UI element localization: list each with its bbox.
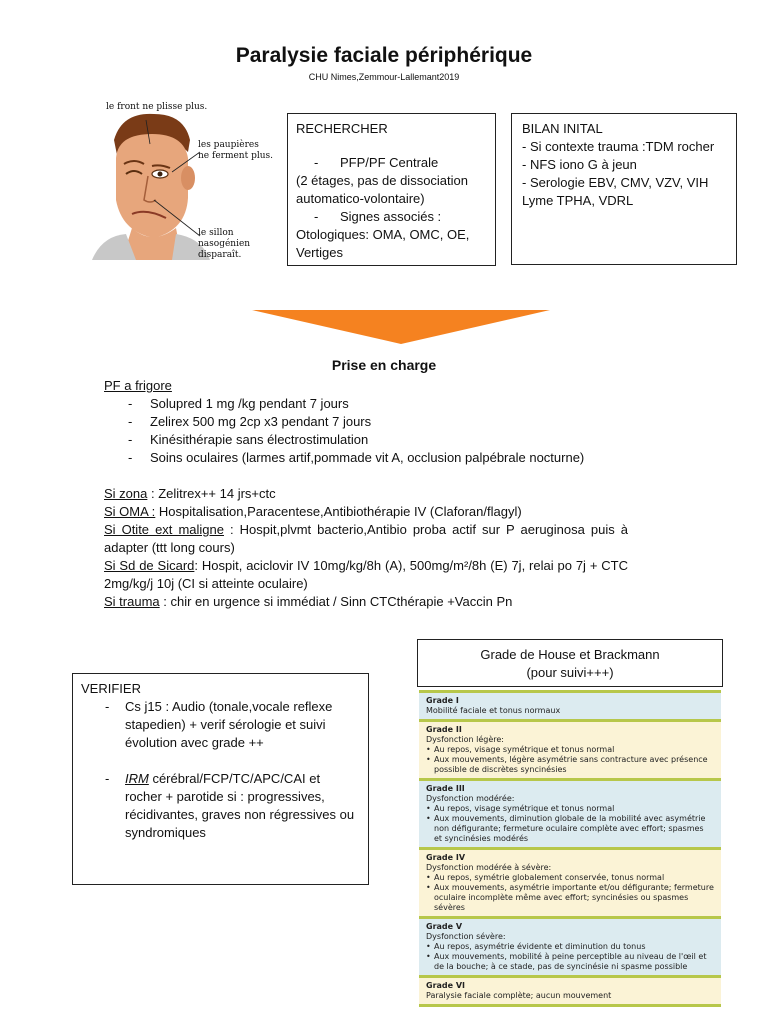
treatment-item: - Kinésithérapie sans électrostimulation <box>104 431 628 449</box>
grade-bullet: • Au repos, asymétrie évidente et diminution du tonus <box>426 942 714 952</box>
bilan-item-3 <box>522 174 726 210</box>
grade-line: Dysfonction modérée: <box>426 794 515 803</box>
label-sillon <box>198 228 282 261</box>
label-paupieres-line1: les paupières <box>198 140 259 150</box>
grade-name: Grade IV <box>426 853 466 862</box>
verifier-item-1: - Cs j15 : Audio (tonale,vocale reflexe stapedien) + verif sérologie et suivi évolution avec grade ++ <box>81 698 360 752</box>
trauma-label: Si trauma <box>104 594 160 609</box>
verifier-item-2 <box>81 770 360 842</box>
face-illustration <box>92 100 282 260</box>
treatment-item: - Zelirex 500 mg 2cp x3 pendant 7 jours <box>104 413 628 431</box>
prise-en-charge-title: Prise en charge <box>331 357 437 373</box>
zona-label: Si zona <box>104 486 148 501</box>
grade-name: Grade VI <box>426 981 466 990</box>
grade-table <box>419 690 721 1007</box>
bilan-title: BILAN INITAL <box>522 121 603 136</box>
oma-text: Hospitalisation,Paracentese,Antibiothérapie IV (Claforan/flagyl) <box>155 504 522 519</box>
zona-text: : Zelitrex++ 14 jrs+ctc <box>147 486 276 501</box>
grade-name: Grade III <box>426 784 465 793</box>
sicard-label: Si Sd de Sicard <box>104 558 195 573</box>
grade-bullet: • Aux mouvements, légère asymétrie sans contracture avec présence possible de discrètes syncinésies <box>426 755 714 775</box>
treatment-item: - Soins oculaires (larmes artif,pommade vit A, occlusion palpébrale nocturne) <box>104 449 628 467</box>
otite-line <box>104 521 628 557</box>
rechercher-title: RECHERCHER <box>296 121 388 136</box>
sicard-line <box>104 557 628 593</box>
grade-line: Paralysie faciale complète; aucun mouvement <box>426 991 612 1000</box>
rechercher-item-1-detail: (2 étages, pas de dissociation automatico-volontaire) <box>296 173 468 206</box>
zona-line <box>104 485 628 503</box>
rechercher-box <box>287 113 496 266</box>
oma-label: Si OMA : <box>104 504 156 519</box>
grade-line: Dysfonction légère: <box>426 735 504 744</box>
grade-line: Mobilité faciale et tonus normaux <box>426 706 561 715</box>
grade-bullet: • Aux mouvements, diminution globale de la mobilité avec asymétrie non défigurante; fermeture oculaire complète avec effort; spasmes et syncinésies modérés <box>426 814 714 844</box>
grade-row <box>419 690 721 719</box>
label-paupieres-line2: ne ferment plus. <box>198 151 273 161</box>
verifier-item-2-text: cérébral/FCP/TC/APC/CAI et rocher + parotide si : progressives, récidivantes, graves non régressives ou syndromiques <box>125 771 355 840</box>
grade-bullet: • Au repos, symétrie globalement conservée, tonus normal <box>426 873 714 883</box>
treatment-item: - Solupred 1 mg /kg pendant 7 jours <box>104 395 628 413</box>
bilan-item-2 <box>522 156 726 174</box>
rechercher-item-2-detail: Otologiques: OMA, OMC, OE, Vertiges <box>296 227 470 260</box>
grade-row <box>419 975 721 1007</box>
grade-name: Grade V <box>426 922 463 931</box>
verifier-box <box>72 673 369 885</box>
sicard-text: : Hospit, aciclovir IV 10mg/kg/8h (A), 500mg/m²/8h (E) 7j, relai po 7j + CTC 2mg/kg/j 10j (CI si atteinte oculaire) <box>104 558 628 591</box>
grade-bullet: • Au repos, visage symétrique et tonus normal <box>426 804 714 814</box>
grade-bullet: • Au repos, visage symétrique et tonus normal <box>426 745 714 755</box>
bilan-item-2-text: - NFS iono G à jeun <box>522 157 637 172</box>
pf-frigore-label: PF a frigore <box>104 378 172 393</box>
trauma-line <box>104 593 628 611</box>
trauma-text: : chir en urgence si immédiat / Sinn CTCthérapie +Vaccin Pn <box>159 594 513 609</box>
label-paupieres <box>198 140 273 162</box>
bilan-item-1 <box>522 138 726 156</box>
page-subtitle: CHU Nimes,Zemmour-Lallemant2019 <box>308 72 460 82</box>
grade-row <box>419 778 721 847</box>
grade-bullet: • Aux mouvements, asymétrie importante et/ou défigurante; fermeture oculaire incomplète même avec effort; syncinésies ou spasmes sévères <box>426 883 714 913</box>
otite-text: : Hospit,plvmt bacterio,Antibio proba actif sur P aeruginosa puis à adapter (ttt long cours) <box>104 522 628 555</box>
grade-row <box>419 916 721 975</box>
grade-name: Grade II <box>426 725 462 734</box>
house-brackmann-title: Grade de House et Brackmann <box>480 647 660 662</box>
down-arrow-icon <box>252 310 550 349</box>
verifier-title: VERIFIER <box>81 681 141 696</box>
label-front: le front ne plisse plus. <box>106 102 208 112</box>
bilan-item-1-text: - Si contexte trauma :TDM rocher <box>522 139 715 154</box>
house-brackmann-box <box>417 639 723 687</box>
otite-label: Si Otite ext maligne <box>104 522 224 537</box>
house-brackmann-subtitle: (pour suivi+++) <box>526 665 614 680</box>
page-title: Paralysie faciale périphérique <box>235 44 533 67</box>
oma-line <box>104 503 628 521</box>
grade-row <box>419 719 721 778</box>
grade-name: Grade I <box>426 696 459 705</box>
label-sillon-line2: disparaît. <box>198 250 242 260</box>
rechercher-item-2: - Signes associés : <box>296 208 487 226</box>
grade-bullet: • Aux mouvements, mobilité à peine perceptible au niveau de l'œil et de la bouche; à ce stade, pas de syncinésie ni spasme possible <box>426 952 714 972</box>
grade-line: Dysfonction sévère: <box>426 932 506 941</box>
prise-en-charge-section <box>104 377 628 611</box>
rechercher-item-1: - PFP/PF Centrale <box>296 154 487 172</box>
bilan-item-3-text: - Serologie EBV, CMV, VZV, VIH Lyme TPHA, VDRL <box>522 175 709 208</box>
bilan-box <box>511 113 737 265</box>
grade-row <box>419 847 721 916</box>
grade-line: Dysfonction modérée à sévère: <box>426 863 552 872</box>
label-sillon-line1: le sillon nasogénien <box>198 228 251 249</box>
irm-label: IRM <box>125 771 149 786</box>
